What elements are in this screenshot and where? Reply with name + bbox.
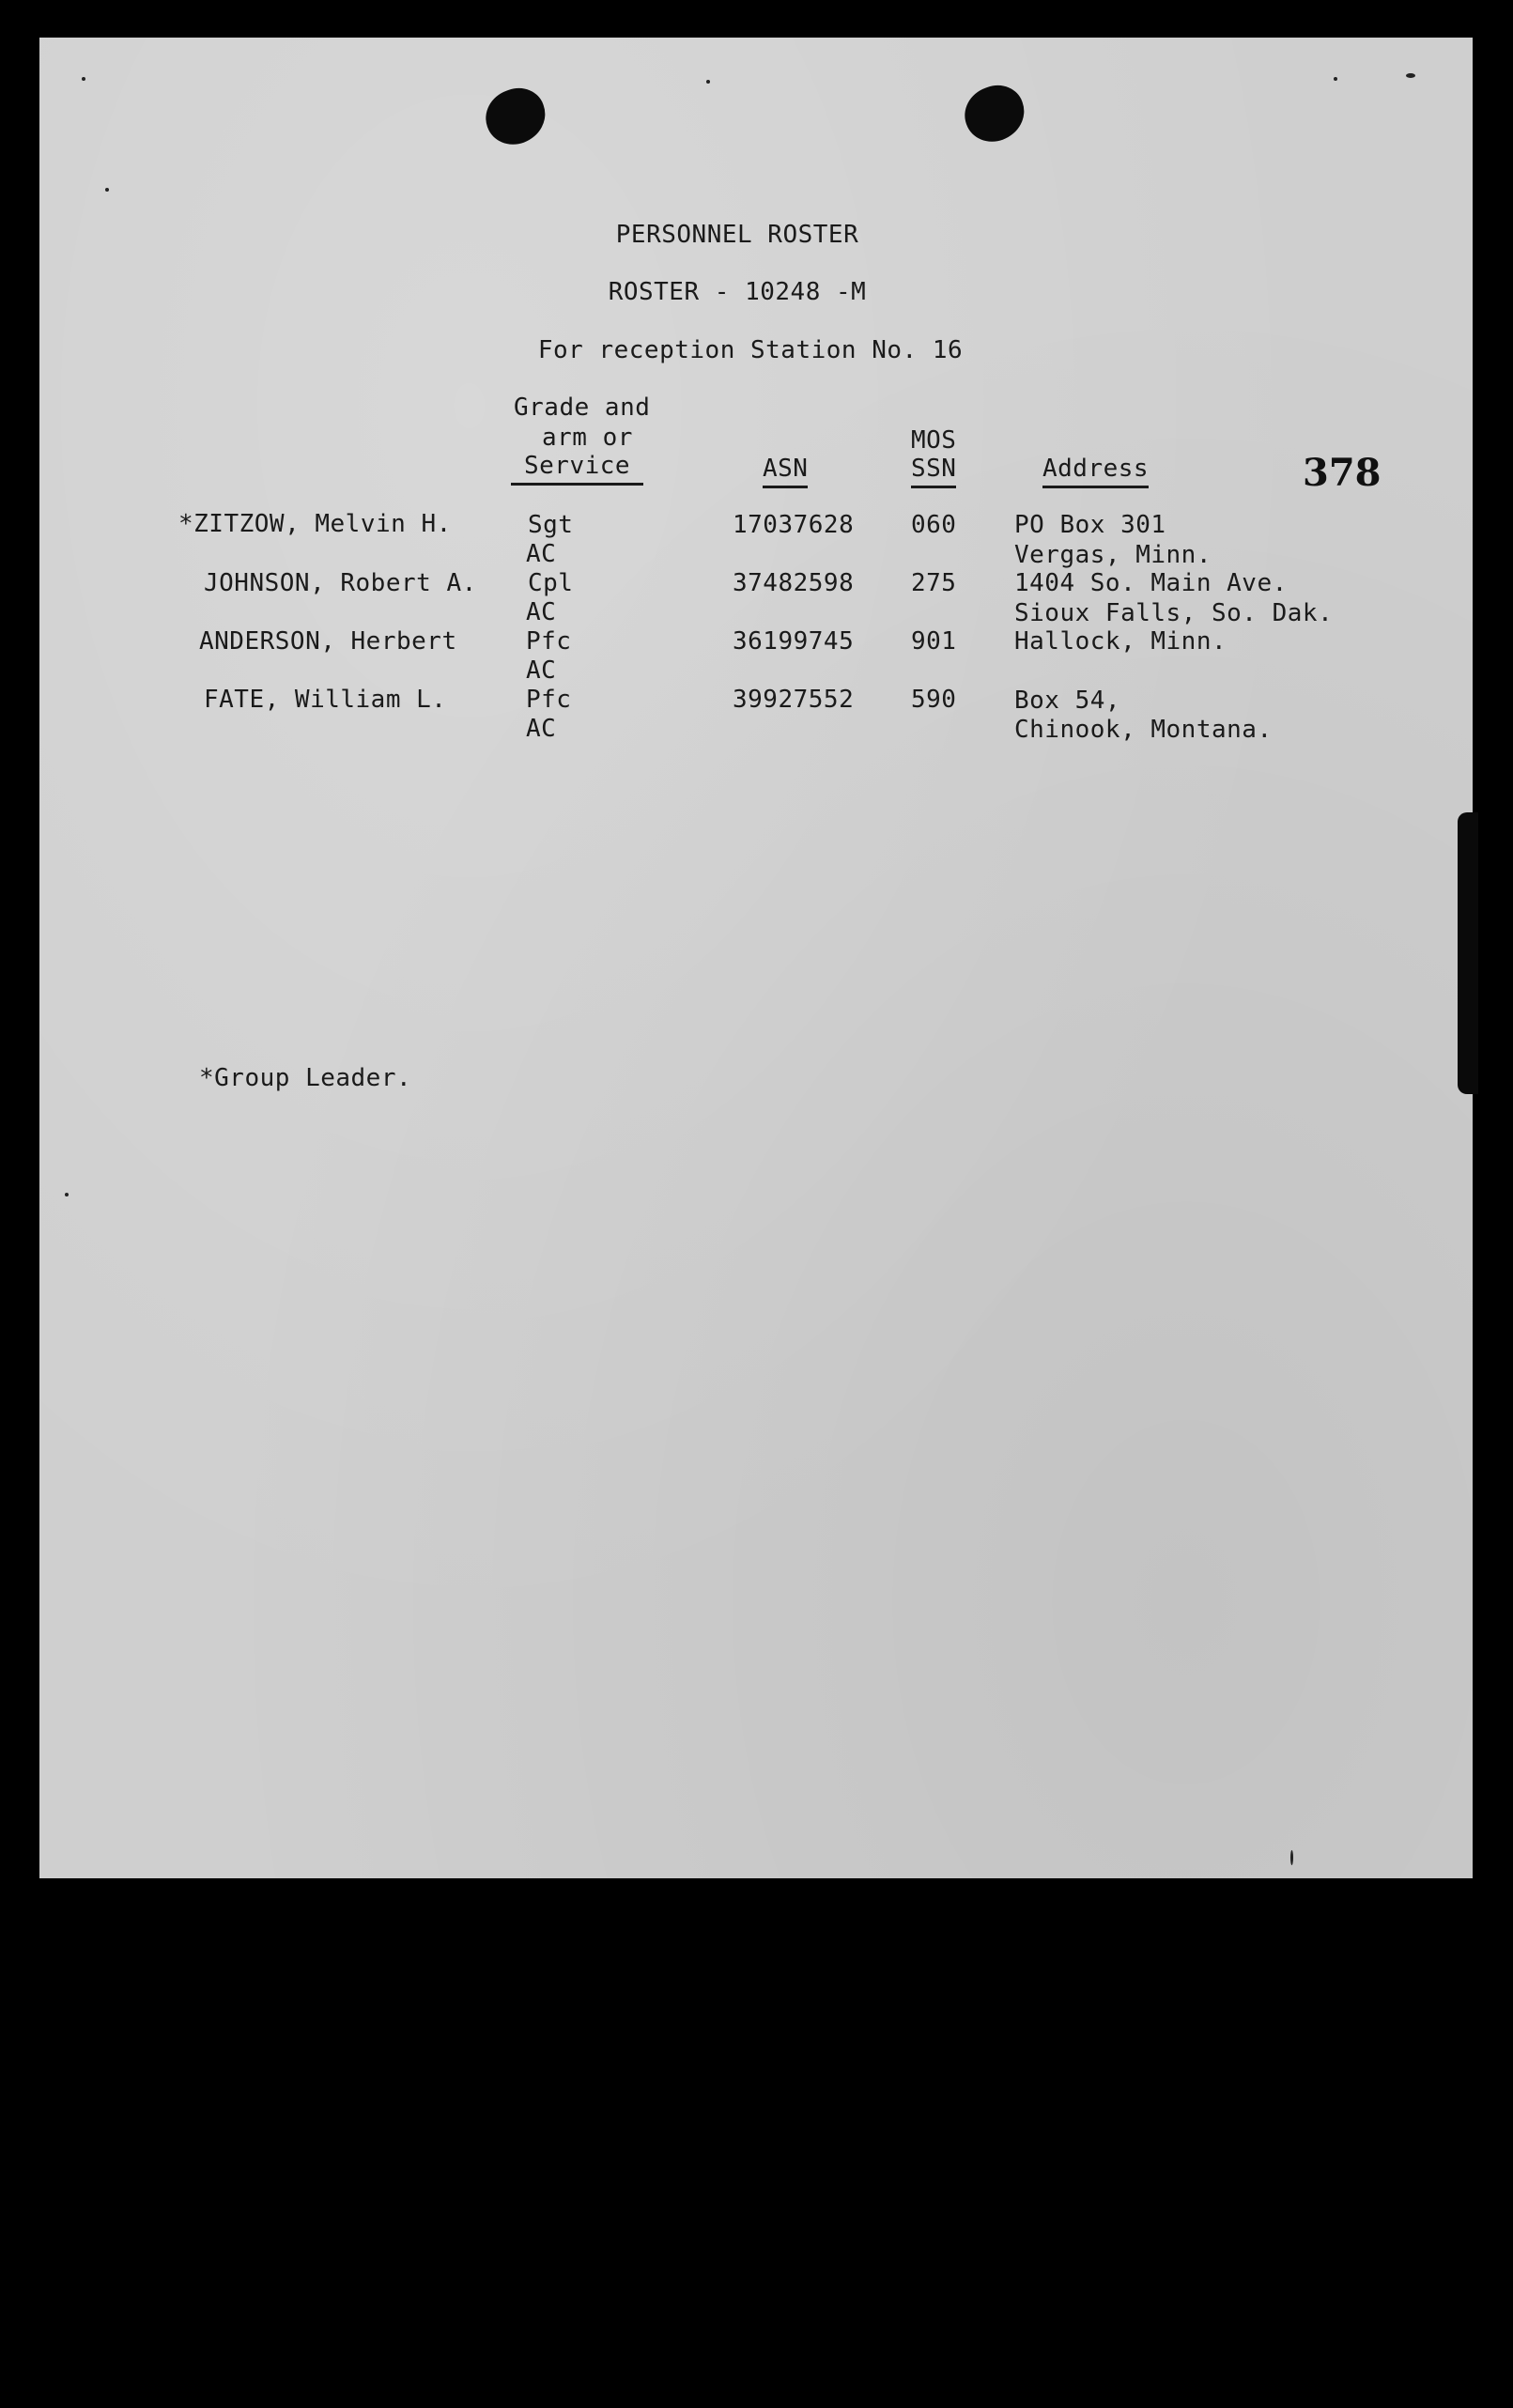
document-page	[39, 38, 1473, 1878]
speck	[706, 80, 710, 84]
row-address-line1: Hallock, Minn.	[1014, 627, 1227, 656]
row-grade: Pfc	[526, 627, 572, 656]
row-address-line1: PO Box 301	[1014, 511, 1166, 539]
speck	[82, 77, 85, 81]
row-ssn: 901	[911, 627, 957, 656]
speck	[1406, 73, 1415, 78]
row-asn: 37482598	[733, 569, 855, 597]
column-header-grade-line3: Service	[511, 451, 643, 486]
page-number: 378	[1303, 451, 1382, 495]
station-line: For reception Station No. 16	[537, 336, 964, 364]
row-grade: Cpl	[528, 569, 574, 597]
row-address-line2: Vergas, Minn.	[1014, 541, 1212, 569]
speck	[105, 188, 109, 192]
row-ssn: 060	[911, 511, 957, 539]
row-grade: Pfc	[526, 686, 572, 714]
row-arm: AC	[526, 656, 557, 685]
punch-hole-left	[478, 81, 553, 152]
column-header-grade-line2: arm or	[542, 424, 633, 452]
footnote: *Group Leader.	[199, 1064, 412, 1092]
row-arm: AC	[526, 598, 557, 626]
document-title: PERSONNEL ROSTER	[615, 221, 859, 249]
punch-hole-right	[957, 78, 1032, 149]
row-name: *ZITZOW, Melvin H.	[178, 510, 452, 538]
row-asn: 17037628	[733, 511, 855, 539]
row-arm: AC	[526, 715, 557, 743]
roster-number: ROSTER - 10248 -M	[608, 278, 867, 306]
row-address-line2: Sioux Falls, So. Dak.	[1014, 599, 1334, 627]
column-header-mos: MOS	[911, 426, 957, 455]
row-name: JOHNSON, Robert A.	[204, 569, 477, 597]
speck	[1334, 77, 1337, 81]
row-asn: 39927552	[733, 686, 855, 714]
row-name: FATE, William L.	[204, 686, 447, 714]
row-ssn: 590	[911, 686, 957, 714]
row-address-line2: Chinook, Montana.	[1014, 716, 1273, 744]
row-address-line1: 1404 So. Main Ave.	[1014, 569, 1288, 597]
row-grade: Sgt	[528, 511, 574, 539]
row-name: ANDERSON, Herbert	[199, 627, 457, 656]
edge-tab	[1458, 812, 1478, 1094]
column-header-ssn: SSN	[911, 454, 956, 488]
column-header-asn: ASN	[763, 454, 808, 488]
row-arm: AC	[526, 540, 557, 568]
column-header-grade-line1: Grade and	[514, 394, 651, 422]
row-address-line1: Box 54,	[1014, 687, 1121, 715]
speck	[1290, 1850, 1293, 1865]
column-header-address: Address	[1042, 454, 1149, 488]
row-asn: 36199745	[733, 627, 855, 656]
speck	[65, 1193, 69, 1196]
row-ssn: 275	[911, 569, 957, 597]
